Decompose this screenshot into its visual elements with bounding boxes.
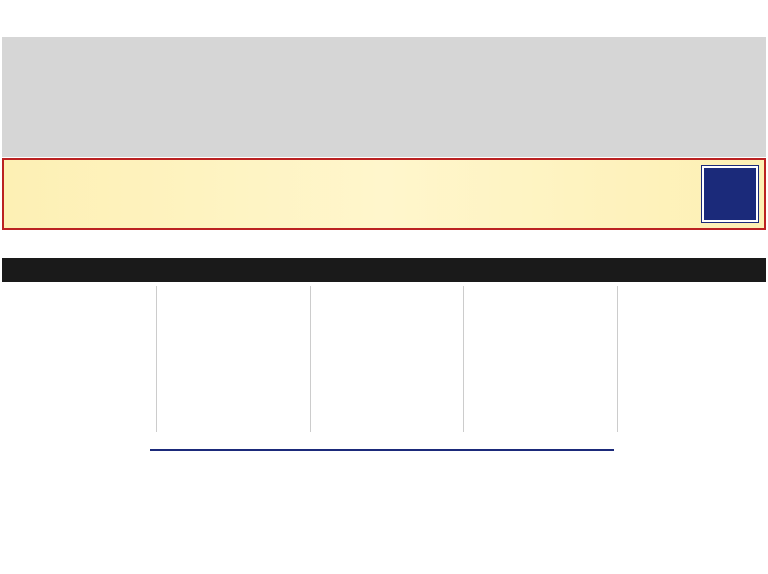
article-column: [4, 286, 150, 432]
right-intro-text: [614, 433, 766, 497]
article-column: [310, 286, 457, 432]
article-body: [4, 286, 764, 432]
statistics-bar: [2, 258, 766, 282]
article-column: [156, 286, 303, 432]
banner-badge: [702, 166, 758, 222]
summary-line: [4, 233, 764, 255]
top-student-photos: [2, 37, 766, 157]
article-column: [463, 286, 610, 432]
banner-headline: [14, 164, 694, 226]
headline-banner: [2, 158, 766, 230]
article-column: [617, 286, 764, 432]
masthead: [0, 0, 768, 36]
